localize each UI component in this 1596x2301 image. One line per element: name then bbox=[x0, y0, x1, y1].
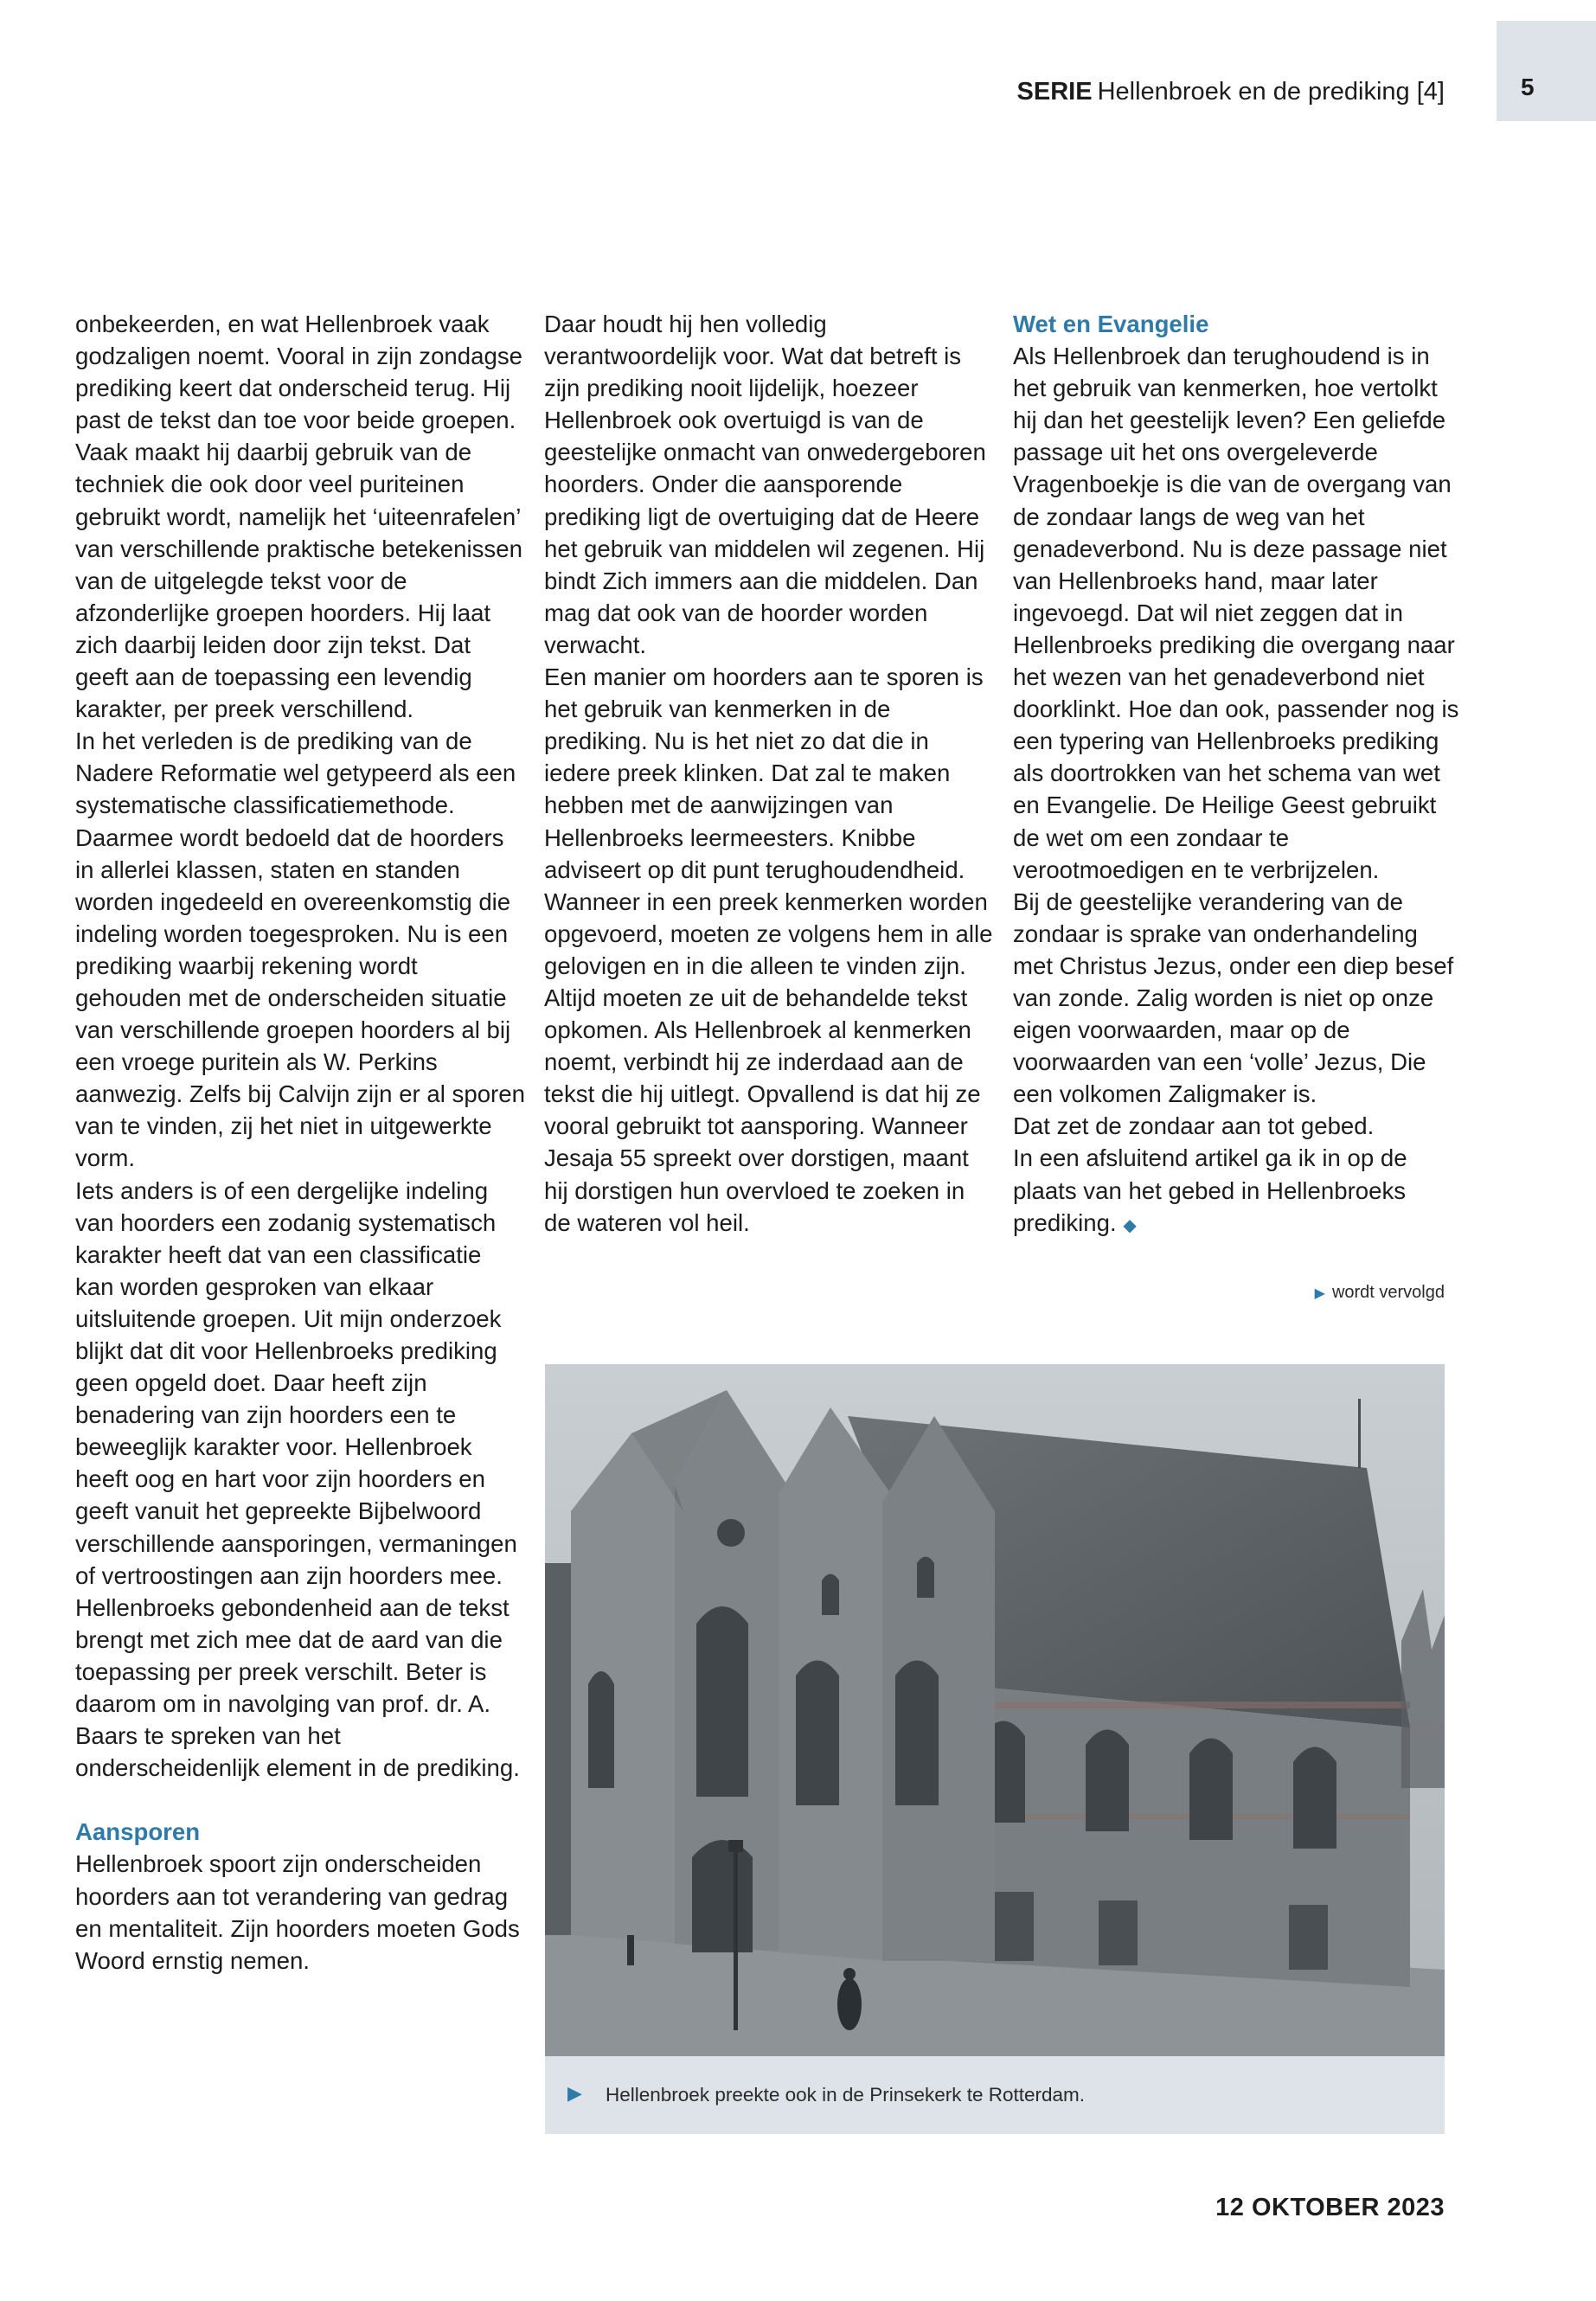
photo-caption-box bbox=[545, 2056, 1445, 2134]
paragraph: Als Hellenbroek dan terughoudend is in het gebruik van kenmerken, hoe vertolkt hij dan het geestelijk leven? Een geliefde passage uit het ons overgeleverde Vragenboekje is die van de overgang van de zondaar langs de weg van het genadeverbond. Nu is deze passage niet van Hellenbroeks hand, maar later ingevoegd. Dat wil niet zeggen dat in Hellenbroeks prediking die overgang naar het wezen van het genadeverbond niet doorklinkt. Hoe dan ook, passender nog is een typering van Hellenbroeks prediking als doortrokken van het schema van wet en Evangelie. De Heilige Geest gebruikt de wet om een zondaar te verootmoedigen en te verbrijzelen. bbox=[1013, 343, 1459, 883]
paragraph: Hellenbroek spoort zijn onderscheiden hoorders aan tot verandering van gedrag en mentaliteit. Zijn hoorders moeten Gods Woord ernstig nemen. bbox=[75, 1850, 520, 1974]
paragraph: onbekeerden, en wat Hellenbroek vaak godzaligen noemt. Vooral in zijn zondagse prediking keert dat onderscheid terug. Hij past de tekst dan toe voor beide groepen. Vaak maakt hij daarbij gebruik van de techniek die ook door veel puriteinen gebruikt wordt, namelijk het ‘uiteenrafelen’ van verschillende praktische betekenissen van de uitgelegde tekst voor de afzonderlijke groepen hoorders. Hij laat zich daarbij leiden door zijn tekst. Dat geeft aan de toepassing een levendig karakter, per preek verschillend. bbox=[75, 311, 522, 723]
serie-label: SERIE bbox=[1016, 78, 1093, 106]
column-1 bbox=[75, 308, 525, 1977]
series-title: Hellenbroek en de prediking [4] bbox=[1097, 78, 1445, 106]
page-number: 5 bbox=[1521, 74, 1535, 100]
column-2 bbox=[544, 308, 994, 1239]
subheading-wet-en-evangelie: Wet en Evangelie bbox=[1013, 311, 1209, 337]
page-number-tab bbox=[1497, 21, 1596, 121]
paragraph: Een manier om hoorders aan te sporen is het gebruik van kenmerken in de prediking. Nu is het niet zo dat die in iedere preek klinken. Dat zal te maken hebben met de aanwijzingen van Hellenbroeks leermeesters. Knibbe adviseert op dit punt terughoudendheid. Wanneer in een preek kenmerken worden opgevoerd, moeten ze volgens hem in alle gelovigen en in die alleen te vinden zijn. Altijd moeten ze uit de behandelde tekst opkomen. Als Hellenbroek al kenmerken noemt, verbindt hij ze inderdaad aan de tekst die hij uitlegt. Opvallend is dat hij ze vooral gebruikt tot aansporing. Wanneer Jesaja 55 spreekt over dorstigen, maant hij dorstigen hun overvloed te zoeken in de wateren vol heil. bbox=[544, 663, 993, 1236]
continued-note bbox=[1315, 1280, 1445, 1306]
paragraph: Bij de geestelijke verandering van de zondaar is sprake van onderhandeling met Christus Jezus, onder een diep besef van zonde. Zalig worden is niet op onze eigen voorwaarden, maar op de voorwaarden van een ‘volle’ Jezus, Die een volkomen Zaligmaker is. bbox=[1013, 888, 1454, 1108]
paragraph: Dat zet de zondaar aan tot gebed. bbox=[1013, 1112, 1375, 1140]
running-header bbox=[1017, 74, 1445, 109]
paragraph: Iets anders is of een dergelijke indeling van hoorders een zodanig systematisch karakter heeft dat van een classificatie kan worden gesproken van elkaar uitsluitende groepen. Uit mijn onderzoek blijkt dat dit voor Hellenbroeks prediking geen opgeld doet. Daar heeft zijn benadering van zijn hoorders een te beweeglijk karakter voor. Hellenbroek heeft oog en hart voor zijn hoorders en geeft vanuit het gepreekte Bijbelwoord verschillende aansporingen, vermaningen of vertroostingen aan zijn hoorders mee. Hellenbroeks gebondenheid aan de tekst brengt met zich mee dat de aard van die toepassing per preek verschilt. Beter is daarom om in navolging van prof. dr. A. Baars te spreken van het onderscheidenlijk element in de prediking. bbox=[75, 1176, 520, 1782]
triangle-icon: ▶ bbox=[567, 2082, 582, 2104]
end-diamond-icon: ◆ bbox=[1123, 1215, 1137, 1235]
paragraph-text: In een afsluitend artikel ga ik in op de plaats van het gebed in Hellenbroeks prediking. bbox=[1013, 1144, 1407, 1236]
photo-caption: Hellenbroek preekte ook in de Prinsekerk te Rotterdam. bbox=[606, 2084, 1086, 2106]
church-photo bbox=[545, 1364, 1445, 2056]
paragraph: Daar houdt hij hen volledig verantwoordelijk voor. Wat dat betreft is zijn prediking nooit lijdelijk, hoezeer Hellenbroek ook overtuigd is van de geestelijke onmacht van onwedergeboren hoorders. Onder die aansporende prediking ligt de overtuiging dat de Heere het gebruik van middelen wil zegenen. Hij bindt Zich immers aan die middelen. Dan mag dat ook van de hoorder worden verwacht. bbox=[544, 311, 986, 658]
issue-date: 12 OKTOBER 2023 bbox=[1215, 2194, 1445, 2221]
subheading-aansporen: Aansporen bbox=[75, 1818, 201, 1846]
paragraph bbox=[1013, 1142, 1463, 1241]
triangle-icon: ▶ bbox=[1314, 1286, 1325, 1301]
continued-label: wordt vervolgd bbox=[1331, 1283, 1445, 1302]
paragraph: In het verleden is de prediking van de Nadere Reformatie wel getypeerd als een systematische classificatiemethode. Daarmee wordt bedoeld dat de hoorders in allerlei klassen, staten en standen worden ingedeeld en overeenkomstig die indeling worden toegesproken. Nu is een prediking waarbij rekening wordt gehouden met de onderscheiden situatie van verschillende groepen hoorders al bij een vroege puritein als W. Perkins aanwezig. Zelfs bij Calvijn zijn er al sporen van te vinden, zij het niet in uitgewerkte vorm. bbox=[75, 727, 525, 1172]
column-3 bbox=[1013, 308, 1463, 1242]
